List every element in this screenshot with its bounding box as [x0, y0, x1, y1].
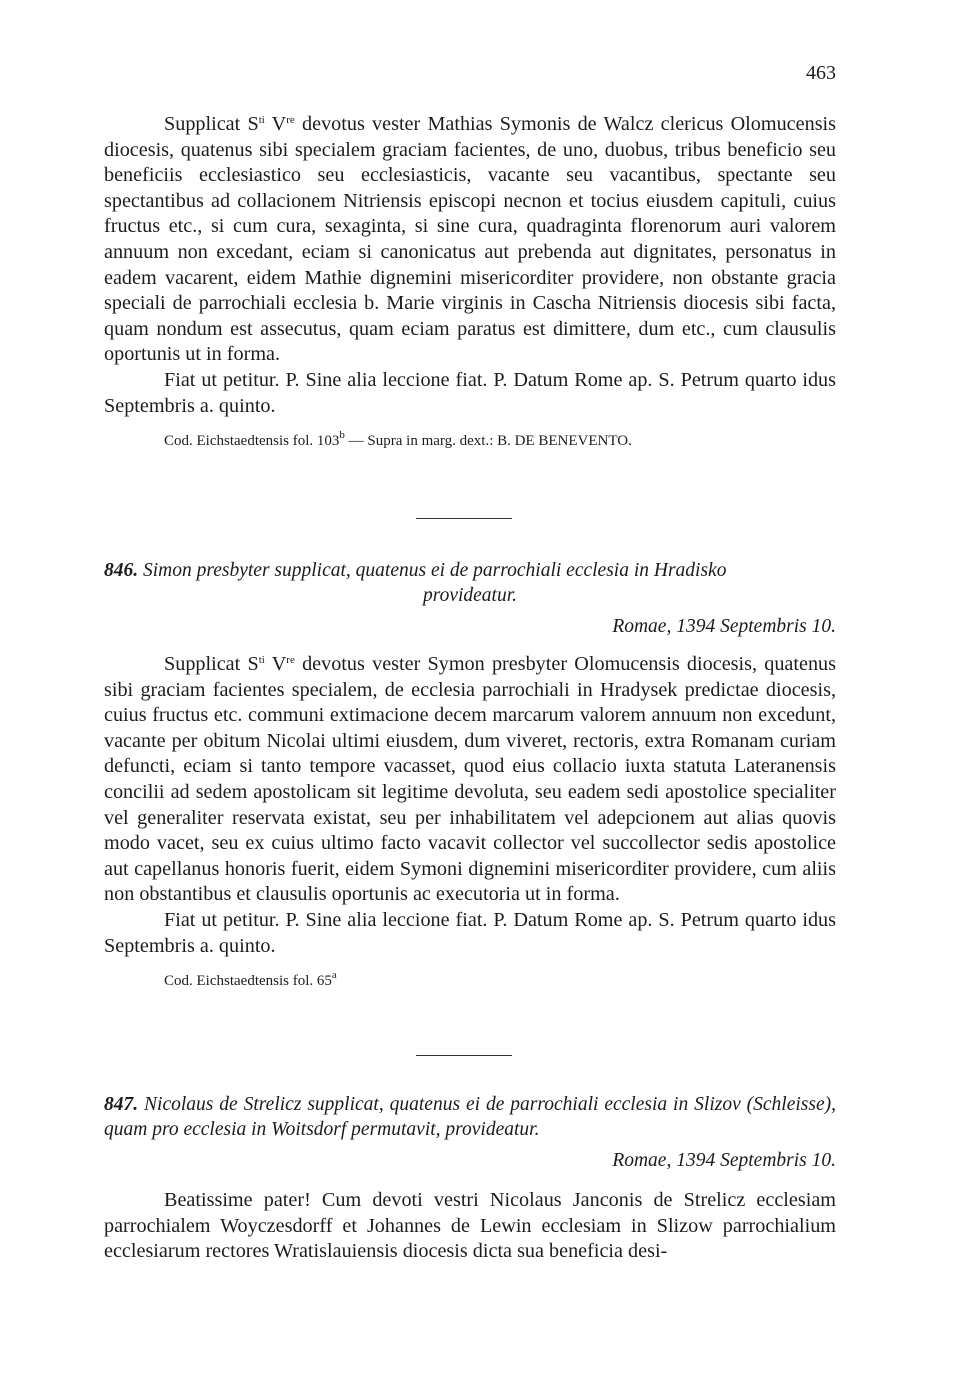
entry-845-fiat: Fiat ut petitur. P. Sine alia leccione fiat. P. Datum Rome ap. S. Petrum quarto idus Septembris a. quinto. — [104, 368, 836, 417]
entry-number: 847. — [104, 1094, 139, 1115]
entry-845-body: Supplicat $S^{ti}$ Vre devotus vester Mathias Symonis de Walcz clericus Olomucensis diocesis, quatenus sibi specialem graciam facientes, de uno, duobus, tribus beneficio seu beneficiis ecclesiastico seu ecclesiasticis, vacante seu vacantibus, spectante seu spectantibus ad collacionem Nitriensis episcopi necnon et tocius eiusdem capituli, cuius fructus etc., si cum cura, sexaginta, si sine cura, quadraginta florenorum auri valorem annuum non excedant, eciam si canonicatus aut prebenda aut dignitates, personatus in eadem vacarent, eidem Mathie dignemini misericorditer providere, non obstante gracia speciali de parrochiali ecclesia b. Marie virginis in Cascha Nitriensis diocesis sibi facta, quam nondum est assecutus, quam eciam paratus est dimittere, dum etc., cum clausulis oportunis ut in forma. — [104, 113, 837, 366]
entry-846-heading: 846. Simon presbyter supplicat, quatenus ei de parrochiali ecclesia in Hradisko provideatur. — [104, 560, 727, 606]
page-number: 463 — [806, 62, 836, 84]
entry-846-date: Romae, 1394 Septembris 10. — [612, 616, 836, 637]
section-divider — [416, 1055, 512, 1056]
entry-847-body: Beatissime pater! Cum devoti vestri Nicolaus Janconis de Strelicz ecclesiam parrochialem Woyczesdorff et Johannes de Lewin ecclesiam in Slizow parrochialium ecclesiarum rectores Wratislauiensis diocesis dicta sua beneficia desi- — [104, 1189, 836, 1263]
entry-845-source-note: Cod. Eichstaedtensis fol. 103$^b$ — Supra in marg. dext.: B. DE BENEVENTO. — [164, 429, 632, 450]
entry-845 — [104, 112, 836, 451]
entry-846-source-note: Cod. Eichstaedtensis fol. 65$^a$ — [164, 969, 337, 990]
entry-846-body: Supplicat $S^{ti}$ Vre devotus vester Symon presbyter Olomucensis diocesis, quatenus sibi graciam facientes specialem, de ecclesia parrochiali in Hradysek predictae diocesis, cuius fructus etc. communi extimacione decem marcarum valorem annuum non excedunt, vacante per obitum Nicolai ultimi eiusdem, dum viveret, rectoris, extra Romanam curiam defuncti, eciam si tanto tempore vacasset, quod eius collacio iuxta statuta Lateranensis concilii ad sedem apostolicam sit legitime devoluta, seu eadem sedi apostolice specialiter vel generaliter reservata existat, seu per inhabilitatem vel adepcionem aut alias quovis modo vacet, seu ex cuius ultimo facto vacavit collector vel succollector sedis apostolice aut capellanus honoris fuerit, eidem Symoni dignemini misericorditer providere, cum aliis non obstantibus et clausulis oportunis ac executoria ut in forma. — [104, 653, 837, 906]
entry-number: 846. — [104, 560, 139, 581]
entry-847 — [104, 1092, 836, 1265]
entry-847-heading: 847. Nicolaus de Strelicz supplicat, quatenus ei de parrochiali ecclesia in Slizov (Schleisse), quam pro ecclesia in Woitsdorf permutavit, provideatur. — [104, 1094, 836, 1140]
entry-847-date: Romae, 1394 Septembris 10. — [612, 1150, 836, 1171]
entry-846 — [104, 558, 836, 991]
section-divider — [416, 518, 512, 519]
entry-846-fiat: Fiat ut petitur. P. Sine alia leccione fiat. P. Datum Rome ap. S. Petrum quarto idus Septembris a. quinto. — [104, 908, 836, 957]
